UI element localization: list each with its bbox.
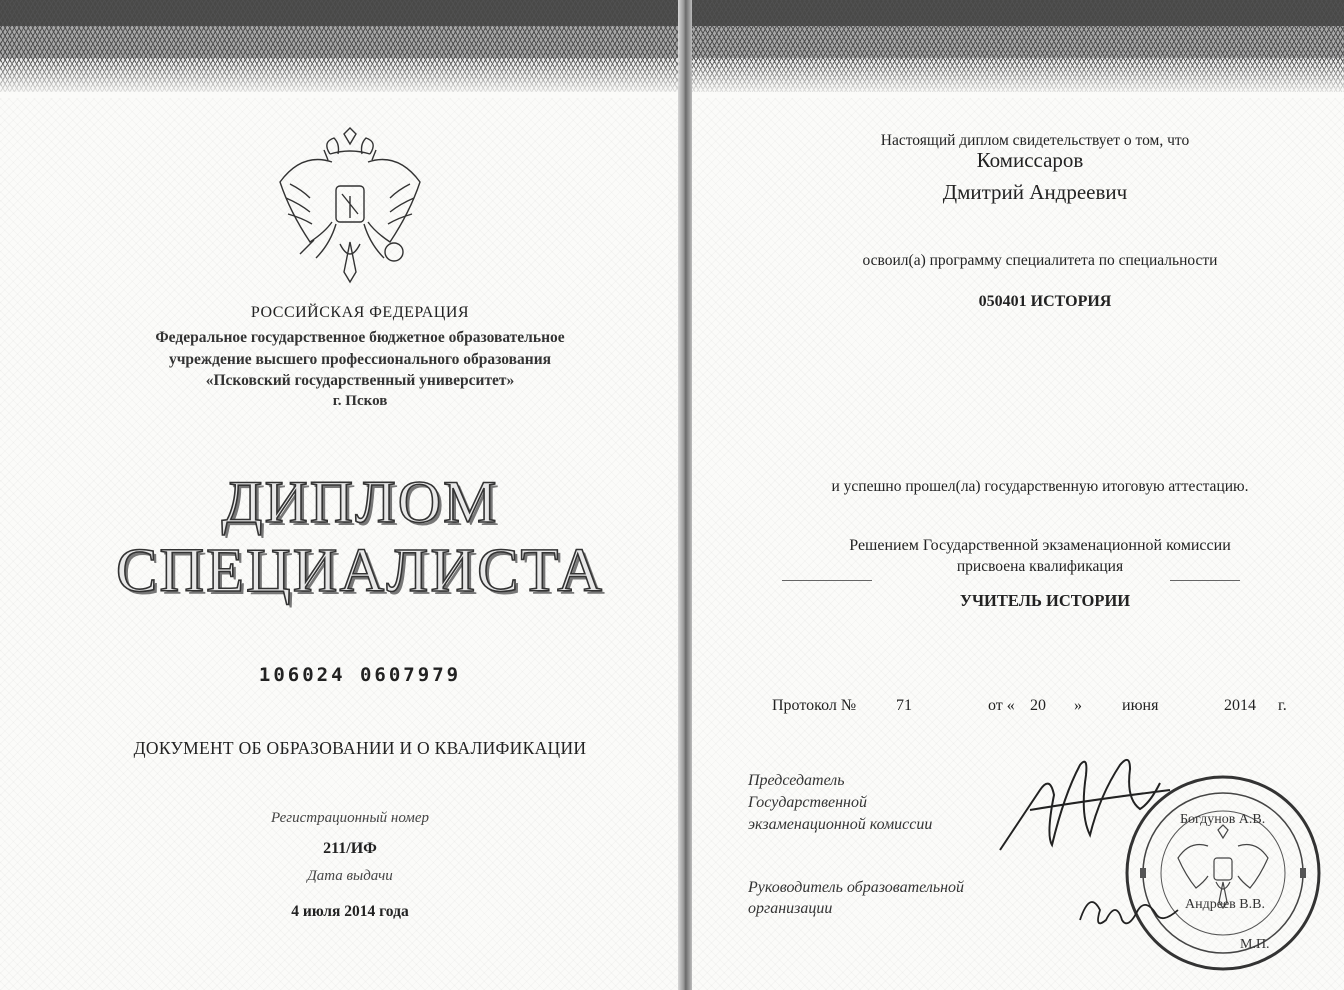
head-name: Андреев В.В. xyxy=(1185,897,1265,912)
issue-date-value: 4 июля 2014 года xyxy=(291,903,409,920)
coat-of-arms-icon xyxy=(270,124,430,294)
divider-left xyxy=(782,580,872,581)
graduate-surname: Комиссаров xyxy=(976,148,1084,172)
registration-number-value: 211/ИФ xyxy=(323,840,377,857)
chairman-label-line-3: экзаменационной комиссии xyxy=(748,816,933,833)
chairman-label-line-1: Председатель xyxy=(748,772,845,789)
divider-right xyxy=(1170,580,1240,581)
head-label-line-2: организации xyxy=(748,900,833,917)
organization-line-3: «Псковский государственный университет» xyxy=(205,372,515,389)
qualification-awarded-text: присвоена квалификация xyxy=(956,558,1124,575)
commission-decision-text: Решением Государственной экзаменационной комиссии xyxy=(849,537,1231,554)
graduate-given-names: Дмитрий Андреевич xyxy=(942,180,1128,204)
organization-line-2: учреждение высшего профессионального образования xyxy=(168,351,552,368)
attestation-text: и успешно прошел(ла) государственную итоговую аттестацию. xyxy=(831,478,1249,495)
protocol-year-suffix: г. xyxy=(1278,697,1287,714)
book-gutter xyxy=(678,0,692,990)
head-label-line-1: Руководитель образовательной xyxy=(748,879,965,896)
qualification: УЧИТЕЛЬ ИСТОРИИ xyxy=(959,591,1131,610)
protocol-day: 20 xyxy=(1030,697,1046,714)
protocol-from: от « xyxy=(988,697,1015,714)
program-text: освоил(а) программу специалитета по специальности xyxy=(862,252,1218,269)
specialty: 050401 ИСТОРИЯ xyxy=(978,293,1112,310)
diploma-title-line-1: ДИПЛОМ xyxy=(221,469,499,535)
serial-number: 106024 0607979 xyxy=(258,664,462,686)
city-name: г. Псков xyxy=(332,393,388,409)
seal-place-label: М.П. xyxy=(1240,937,1270,952)
protocol-label: Протокол № xyxy=(772,697,857,714)
diploma-title-line-2: СПЕЦИАЛИСТА xyxy=(115,537,605,605)
country-name: РОССИЙСКАЯ ФЕДЕРАЦИЯ xyxy=(250,304,470,321)
protocol-year: 2014 xyxy=(1224,697,1256,714)
protocol-month: июня xyxy=(1122,697,1159,714)
chairman-name: Богдунов А.В. xyxy=(1180,812,1266,827)
registration-number-label: Регистрационный номер xyxy=(270,810,429,826)
border-fade-left xyxy=(0,58,680,98)
chairman-label-line-2: Государственной xyxy=(748,794,867,811)
protocol-close-quote: » xyxy=(1074,697,1082,714)
protocol-number: 71 xyxy=(896,697,912,714)
organization-line-1: Федеральное государственное бюджетное образовательное xyxy=(155,329,565,346)
border-fade-right xyxy=(690,58,1344,98)
issue-date-label: Дата выдачи xyxy=(307,868,393,884)
document-type: ДОКУМЕНТ ОБ ОБРАЗОВАНИИ И О КВАЛИФИКАЦИИ xyxy=(133,738,587,758)
intro-text: Настоящий диплом свидетельствует о том, что xyxy=(880,132,1190,149)
head-signature-icon xyxy=(1075,870,1185,940)
